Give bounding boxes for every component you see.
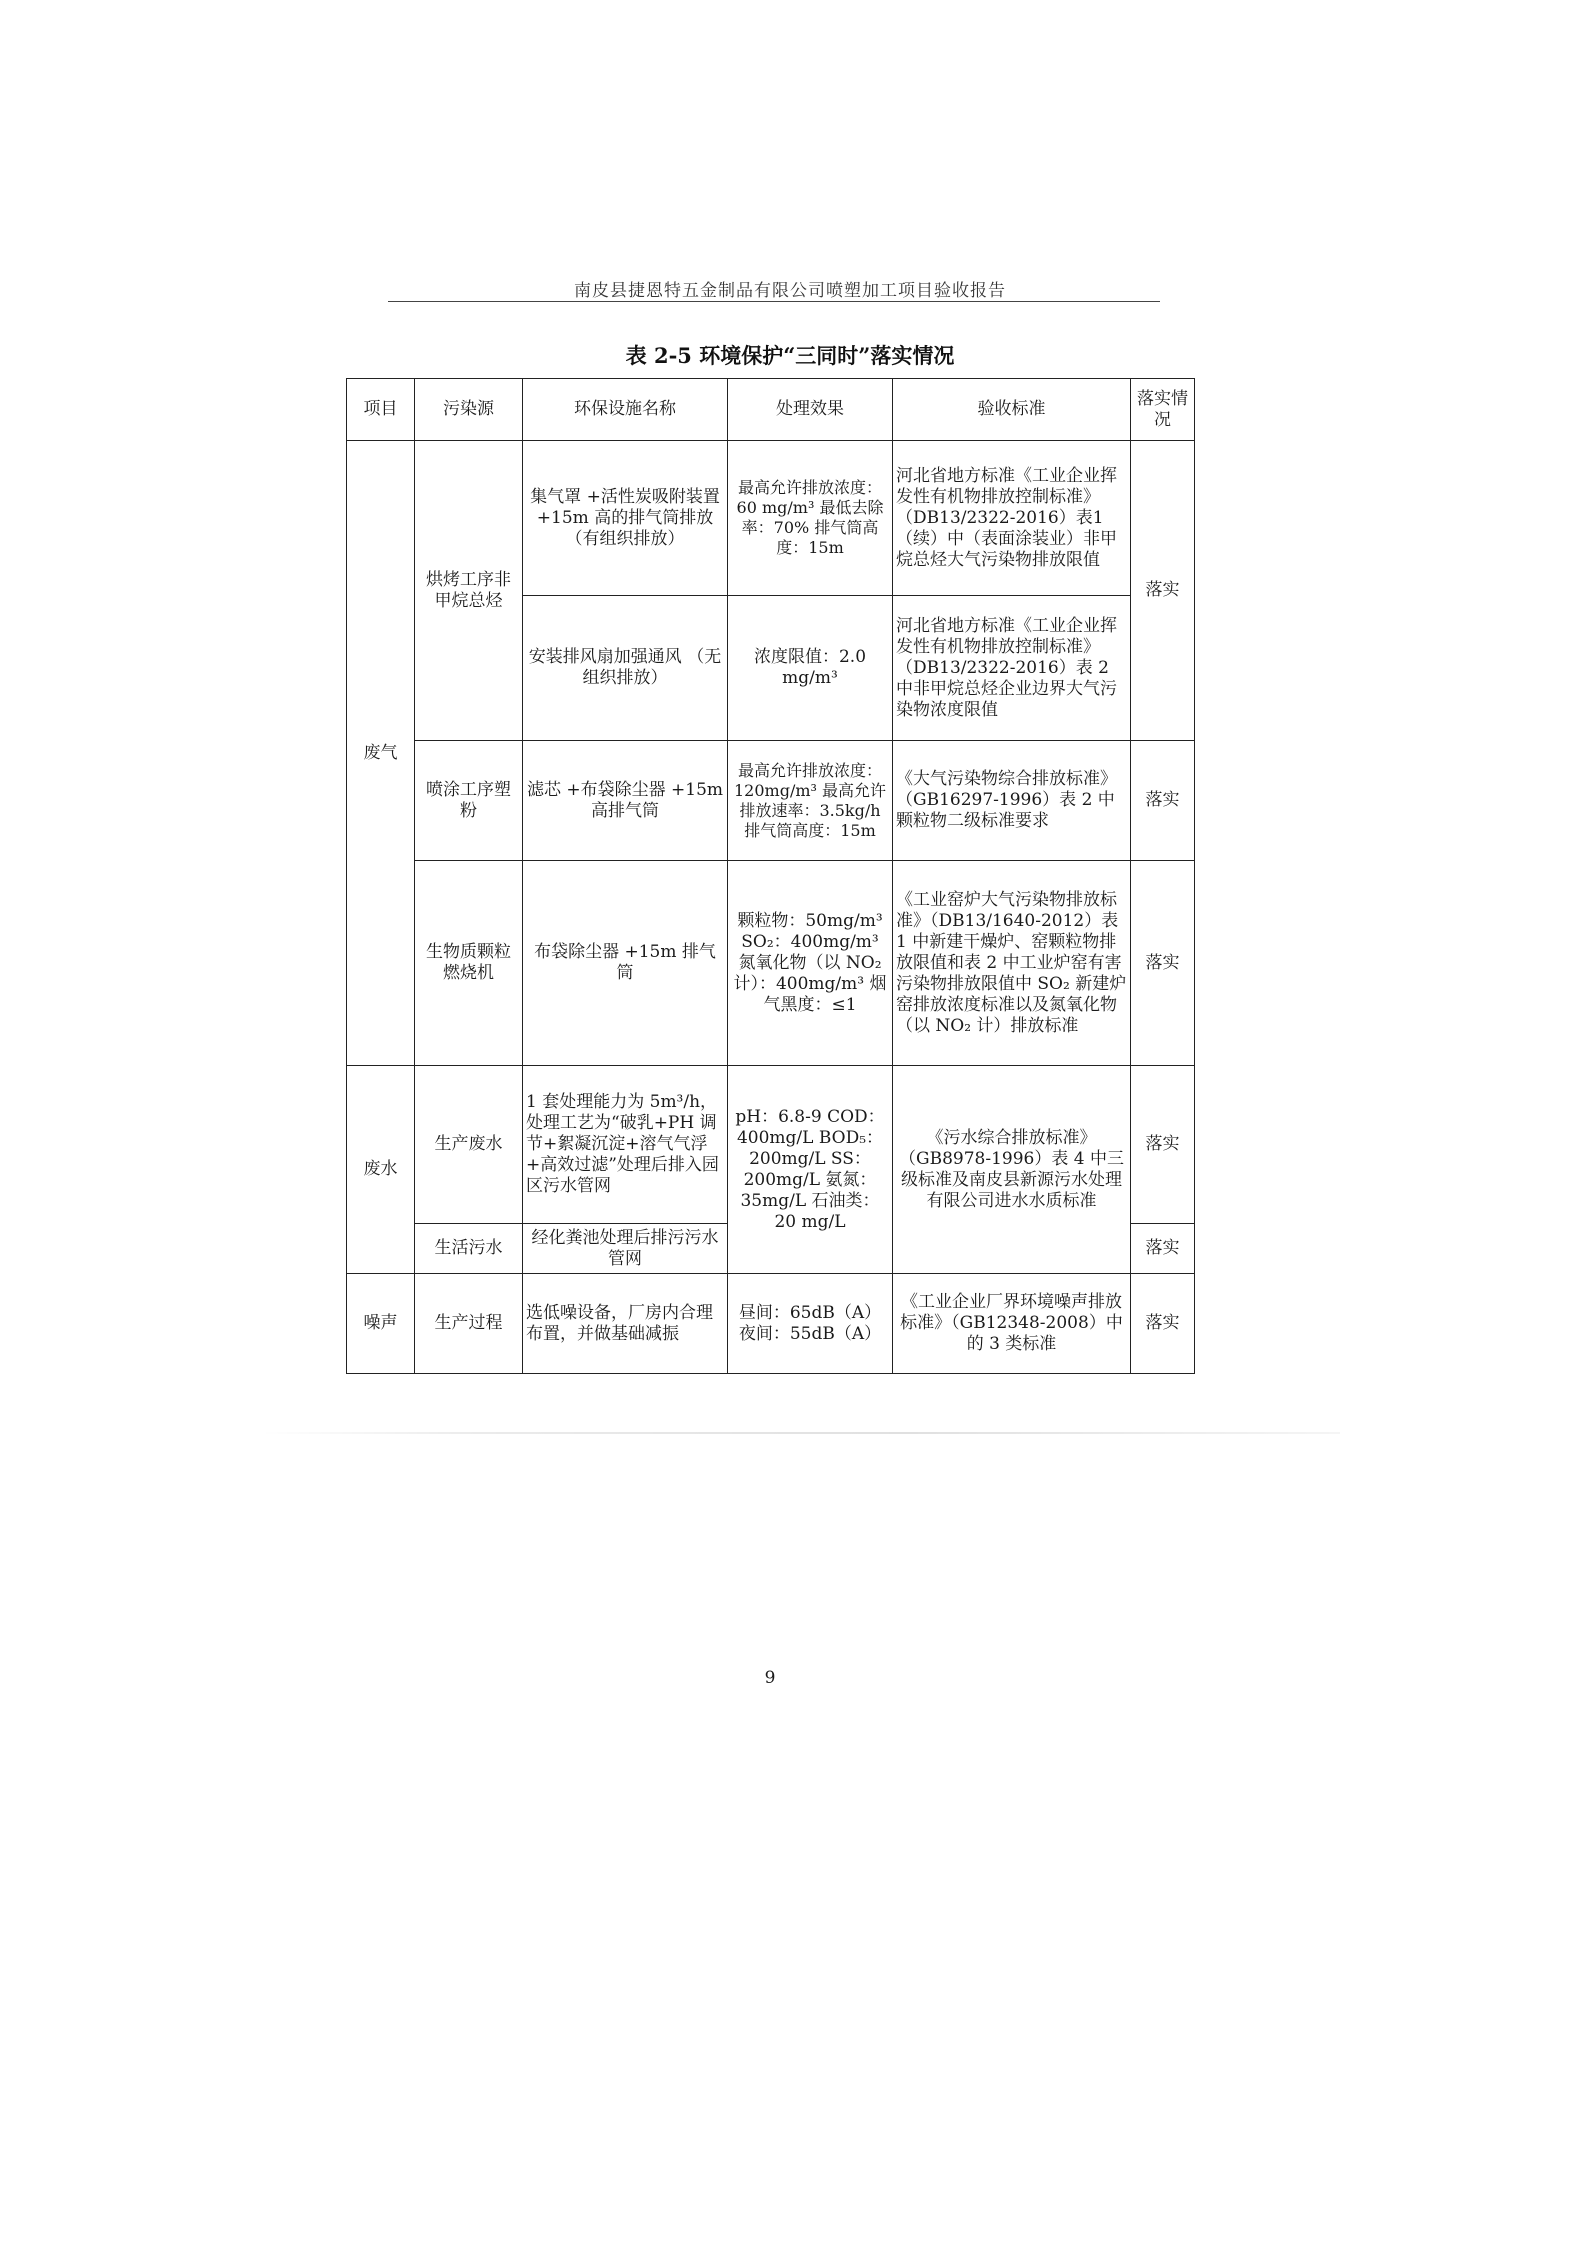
- standard-cell: 河北省地方标准《工业企业挥发性有机物排放控制标准》（DB13/2322-2016）表1（续）中（表面涂装业）非甲烷总烃大气污染物排放限值: [893, 441, 1131, 596]
- status-cell: 落实: [1131, 441, 1195, 741]
- status-cell: 落实: [1131, 1066, 1195, 1224]
- header-cell-effect: 处理效果: [728, 379, 893, 441]
- standard-cell: 《工业窑炉大气污染物排放标准》（DB13/1640-2012）表 1 中新建干燥炉、窑颗粒物排放限值和表 2 中工业炉窑有害污染物排放限值中 SO₂ 新建炉窑排放浓度标准以及氮氧化物（以 NO₂ 计）排放标准: [893, 861, 1131, 1066]
- standard-cell: 《工业企业厂界环境噪声排放标准》（GB12348-2008）中的 3 类标准: [893, 1274, 1131, 1374]
- facility-cell: 1 套处理能力为 5m³/h，处理工艺为“破乳+PH 调节+絮凝沉淀+溶气气浮+高效过滤”处理后排入园区污水管网: [523, 1066, 728, 1224]
- table-row: [347, 1066, 1195, 1224]
- facility-cell: 安装排风扇加强通风 （无组织排放）: [523, 596, 728, 741]
- category-cell-noise: 噪声: [347, 1274, 415, 1374]
- header-cell-standard: 验收标准: [893, 379, 1131, 441]
- facility-cell: 滤芯 +布袋除尘器 +15m 高排气筒: [523, 741, 728, 861]
- table-row: [347, 861, 1195, 1066]
- header-cell-facility: 环保设施名称: [523, 379, 728, 441]
- source-cell: 烘烤工序非甲烷总烃: [415, 441, 523, 741]
- scan-artifact-line: [260, 1432, 1340, 1434]
- effect-cell: 昼间：65dB（A） 夜间：55dB（A）: [728, 1274, 893, 1374]
- effect-cell: 颗粒物：50mg/m³ SO₂：400mg/m³ 氮氧化物（以 NO₂ 计）：400mg/m³ 烟气黑度：≤1: [728, 861, 893, 1066]
- source-cell: 生活污水: [415, 1224, 523, 1274]
- standard-cell: 河北省地方标准《工业企业挥发性有机物排放控制标准》（DB13/2322-2016）表 2 中非甲烷总烃企业边界大气污染物浓度限值: [893, 596, 1131, 741]
- three-simultaneities-table: [346, 378, 1195, 1374]
- standard-cell: 《污水综合排放标准》（GB8978-1996）表 4 中三级标准及南皮县新源污水处理有限公司进水水质标准: [893, 1066, 1131, 1274]
- page-number: 9: [764, 1668, 776, 1688]
- status-cell: 落实: [1131, 861, 1195, 1066]
- header-cell-source: 污染源: [415, 379, 523, 441]
- facility-cell: 经化粪池处理后排污污水管网: [523, 1224, 728, 1274]
- header-cell-category: 项目: [347, 379, 415, 441]
- table-row: [347, 441, 1195, 596]
- table-header-row: [347, 379, 1195, 441]
- status-cell: 落实: [1131, 1274, 1195, 1374]
- table-caption: 表 2-5 环境保护“三同时”落实情况: [625, 343, 955, 368]
- source-cell: 生产过程: [415, 1274, 523, 1374]
- effect-cell: pH：6.8-9 COD：400mg/L BOD₅：200mg/L SS：200mg/L 氨氮：35mg/L 石油类：20 mg/L: [728, 1066, 893, 1274]
- facility-cell: 选低噪设备，厂房内合理布置，并做基础减振: [523, 1274, 728, 1374]
- header-divider: [388, 301, 1160, 302]
- source-cell: 生产废水: [415, 1066, 523, 1224]
- effect-cell: 最高允许排放浓度：60 mg/m³ 最低去除率：70% 排气筒高度：15m: [728, 441, 893, 596]
- status-cell: 落实: [1131, 741, 1195, 861]
- category-cell-waste-gas: 废气: [347, 441, 415, 1066]
- category-cell-waste-water: 废水: [347, 1066, 415, 1274]
- table-row: [347, 1274, 1195, 1374]
- table-row: [347, 741, 1195, 861]
- effect-cell: 最高允许排放浓度：120mg/m³ 最高允许排放速率：3.5kg/h 排气筒高度：15m: [728, 741, 893, 861]
- status-cell: 落实: [1131, 1224, 1195, 1274]
- facility-cell: 布袋除尘器 +15m 排气筒: [523, 861, 728, 1066]
- source-cell: 喷涂工序塑粉: [415, 741, 523, 861]
- report-header-title: 南皮县捷恩特五金制品有限公司喷塑加工项目验收报告: [574, 281, 1006, 301]
- effect-cell: 浓度限值：2.0 mg/m³: [728, 596, 893, 741]
- facility-cell: 集气罩 +活性炭吸附装置 +15m 高的排气筒排放 （有组织排放）: [523, 441, 728, 596]
- source-cell: 生物质颗粒燃烧机: [415, 861, 523, 1066]
- standard-cell: 《大气污染物综合排放标准》（GB16297-1996）表 2 中颗粒物二级标准要求: [893, 741, 1131, 861]
- header-cell-status: 落实情况: [1131, 379, 1195, 441]
